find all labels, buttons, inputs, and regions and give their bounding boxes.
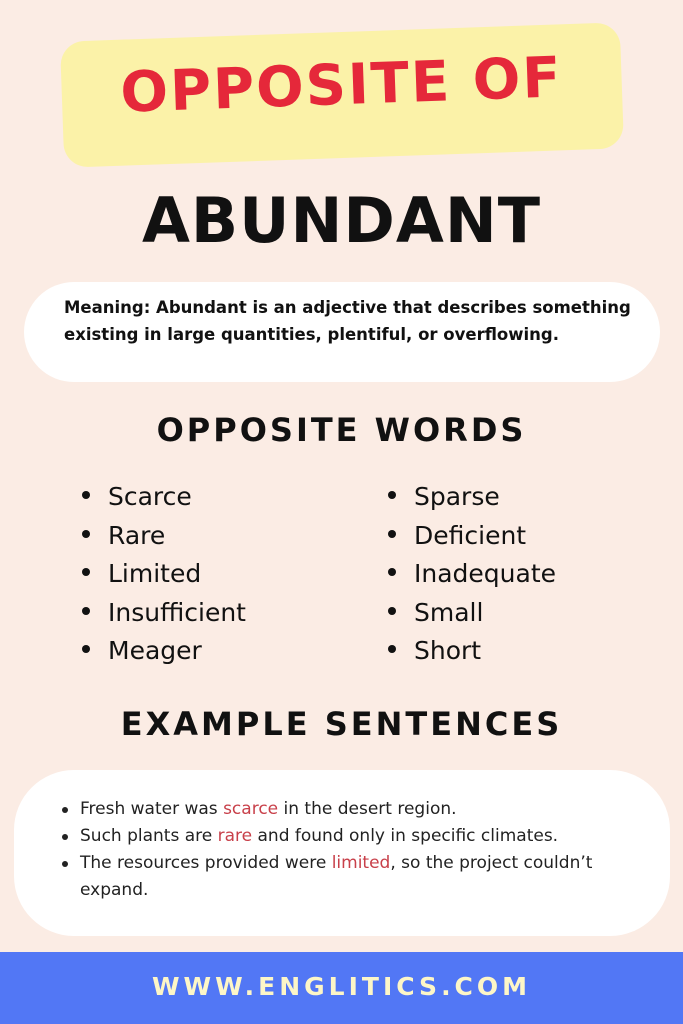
website-url: WWW.ENGLITICS.COM — [151, 972, 532, 1001]
title-word: ABUNDANT — [141, 184, 542, 257]
bullet-icon — [82, 607, 90, 615]
list-item — [82, 632, 246, 671]
sentence-text: in the desert region. — [278, 799, 457, 819]
sentence-text: and found only in specific climates. — [252, 826, 559, 846]
example-sentences-heading: EXAMPLE SENTENCES — [120, 705, 563, 743]
bullet-icon — [82, 568, 90, 576]
meaning-card — [24, 282, 660, 382]
sentence-text: , so the project couldn’t expand. — [80, 853, 593, 900]
bullet-icon — [62, 807, 68, 813]
list-item — [388, 594, 556, 633]
bullet-icon — [388, 607, 396, 615]
example-sentence — [62, 850, 652, 904]
list-item — [388, 555, 556, 594]
list-item — [82, 478, 246, 517]
bullet-icon — [62, 834, 68, 840]
word-label: Inadequate — [414, 559, 557, 588]
list-item — [82, 555, 246, 594]
examples-card — [14, 770, 670, 936]
bullet-icon — [82, 491, 90, 499]
opposite-words-right-list — [388, 478, 556, 671]
bullet-icon — [388, 491, 396, 499]
sentence-text: The resources provided were — [80, 853, 332, 873]
bullet-icon — [82, 645, 90, 653]
bullet-icon — [82, 530, 90, 538]
word-label: Scarce — [108, 482, 192, 511]
example-sentences-list — [62, 796, 652, 904]
opposite-words-heading: OPPOSITE WORDS — [156, 411, 527, 449]
word-label: Short — [414, 636, 482, 665]
list-item — [388, 478, 556, 517]
list-item — [82, 594, 246, 633]
word-label: Insufficient — [108, 597, 246, 627]
meaning-text: Meaning: Abundant is an adjective that describes something existing in large quantities, plentiful, or overflowing. — [64, 298, 631, 344]
bullet-icon — [388, 645, 396, 653]
list-item — [388, 517, 556, 556]
bullet-icon — [388, 568, 396, 576]
title-opposite-of: OPPOSITE OF — [119, 45, 564, 126]
sentence-text: Such plants are — [80, 826, 218, 846]
sentence-text: Fresh water was — [80, 799, 224, 819]
bullet-icon — [388, 530, 396, 538]
example-sentence — [62, 796, 652, 823]
footer-bar — [0, 952, 683, 1024]
word-label: Rare — [108, 520, 166, 550]
list-item — [388, 632, 556, 671]
word-label: Sparse — [414, 482, 500, 511]
word-label: Small — [414, 597, 484, 627]
bullet-icon — [62, 861, 68, 867]
list-item — [82, 517, 246, 556]
word-label: Meager — [108, 636, 202, 665]
word-label: Limited — [108, 559, 202, 588]
word-label: Deficient — [414, 520, 527, 550]
example-sentence — [62, 823, 652, 850]
highlighted-word: rare — [217, 826, 253, 846]
highlighted-word: scarce — [223, 799, 279, 819]
highlighted-word: limited — [331, 853, 391, 873]
opposite-words-left-list — [82, 478, 246, 671]
